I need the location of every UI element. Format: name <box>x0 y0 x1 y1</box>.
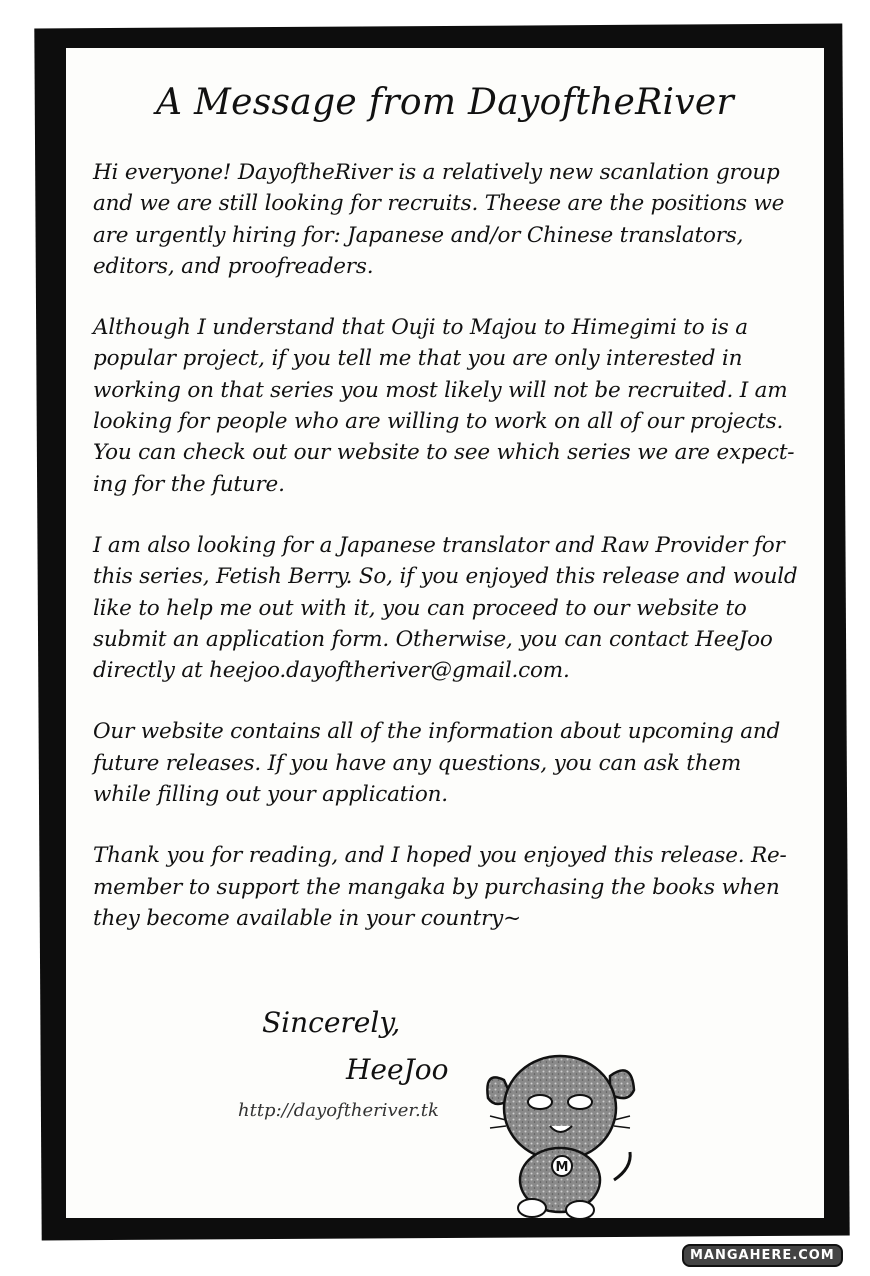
website-url: http://dayoftheriver.tk <box>238 1100 439 1121</box>
puppy-mascot-illustration <box>482 1040 652 1220</box>
message-body <box>93 157 805 964</box>
page-title: A Message from DayoftheRiver <box>155 82 735 123</box>
paragraph-translator-request: I am also looking for a Japanese translator and Raw Provider for this series, Fetish Berry. So, if you enjoyed this release and would like to help me out with it, you can proceed to our website to submit an application form. Otherwise, you can contact HeeJoo directly at heejoo.dayoftheriver@gmail.com. <box>93 532 798 684</box>
signature-closing: Sincerely, <box>262 1006 401 1039</box>
paragraph-project-policy: Although I understand that Ouji to Majou to Himegimi to is a popular project, if you tell me that you are only interested in working on that series you most likely will not be recruited. I am looking for people who are willing to work on all of our projects. You can check out our website to see which series we are expect-ing for the future. <box>93 315 795 497</box>
paragraph-thanks: Thank you for reading, and I hoped you enjoyed this release. Re-member to support the mangaka by purchasing the books when they become available in your country~ <box>93 843 787 931</box>
collar-badge-letter: M <box>555 1160 569 1175</box>
paragraph-website-info: Our website contains all of the information about upcoming and future releases. If you have any questions, you can ask them while filling out your application. <box>93 719 781 808</box>
watermark-logo: MANGAHERE.COM <box>682 1244 843 1267</box>
paragraph-recruiting: Hi everyone! DayoftheRiver is a relatively new scanlation group and we are still looking for recruits. Theese are the positions we are urgently hiring for: Japanese and/or Chinese translators, editors, and proofreaders. <box>93 160 785 279</box>
signature-name: HeeJoo <box>346 1053 449 1086</box>
